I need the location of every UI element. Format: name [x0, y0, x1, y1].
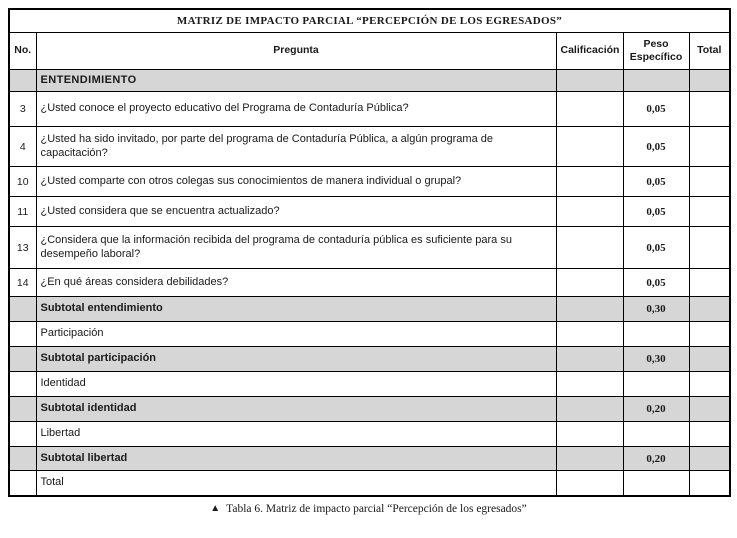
cell-no — [9, 447, 36, 471]
cell-calificacion — [556, 227, 623, 269]
cell-no — [9, 372, 36, 397]
cell-pregunta: Total — [36, 471, 556, 496]
caption-text: Tabla 6. Matriz de impacto parcial “Percepción de los egresados” — [226, 503, 527, 515]
cell-no: 4 — [9, 127, 36, 167]
cell-peso: 0,05 — [623, 227, 689, 269]
question-row-11 — [9, 197, 730, 227]
cell-pregunta: Libertad — [36, 422, 556, 447]
cell-calificacion — [556, 422, 623, 447]
cell-calificacion — [556, 70, 623, 92]
cell-total — [689, 127, 730, 167]
triangle-icon: ▲ — [210, 503, 221, 514]
row-libertad — [9, 422, 730, 447]
question-row-4 — [9, 127, 730, 167]
cell-total — [689, 197, 730, 227]
cell-total — [689, 269, 730, 297]
cell-no — [9, 297, 36, 322]
cell-no — [9, 471, 36, 496]
cell-pregunta: ¿Usted ha sido invitado, por parte del programa de Contaduría Pública, a algún programa de capacitación? — [36, 127, 556, 167]
cell-total — [689, 297, 730, 322]
cell-calificacion — [556, 197, 623, 227]
cell-no — [9, 322, 36, 347]
cell-no: 10 — [9, 167, 36, 197]
cell-total — [689, 347, 730, 372]
cell-peso — [623, 372, 689, 397]
cell-total — [689, 471, 730, 496]
cell-peso: 0,30 — [623, 347, 689, 372]
header-no: No. — [9, 33, 36, 70]
cell-no — [9, 347, 36, 372]
cell-peso — [623, 322, 689, 347]
cell-pregunta: Subtotal libertad — [36, 447, 556, 471]
cell-total — [689, 70, 730, 92]
row-total — [9, 471, 730, 496]
cell-pregunta: Identidad — [36, 372, 556, 397]
cell-peso: 0,30 — [623, 297, 689, 322]
cell-peso — [623, 471, 689, 496]
cell-total — [689, 397, 730, 422]
cell-calificacion — [556, 447, 623, 471]
cell-total — [689, 372, 730, 397]
cell-calificacion — [556, 297, 623, 322]
cell-peso: 0,05 — [623, 127, 689, 167]
cell-no: 13 — [9, 227, 36, 269]
cell-total — [689, 167, 730, 197]
cell-total — [689, 227, 730, 269]
cell-calificacion — [556, 397, 623, 422]
cell-no — [9, 422, 36, 447]
cell-peso — [623, 422, 689, 447]
subtotal-row-identidad — [9, 397, 730, 422]
cell-peso: 0,05 — [623, 269, 689, 297]
question-row-3 — [9, 92, 730, 127]
table-title-row — [9, 9, 730, 33]
cell-peso: 0,20 — [623, 397, 689, 422]
cell-pregunta: ¿Usted comparte con otros colegas sus conocimientos de manera individual o grupal? — [36, 167, 556, 197]
cell-pregunta: ¿Considera que la información recibida del programa de contaduría pública es suficiente para su desempeño laboral? — [36, 227, 556, 269]
cell-pregunta: Subtotal identidad — [36, 397, 556, 422]
question-row-13 — [9, 227, 730, 269]
cell-pregunta: ENTENDIMIENTO — [36, 70, 556, 92]
impact-matrix-table — [8, 8, 731, 497]
cell-total — [689, 322, 730, 347]
cell-calificacion — [556, 322, 623, 347]
cell-peso: 0,20 — [623, 447, 689, 471]
table-caption — [0, 503, 737, 515]
row-identidad — [9, 372, 730, 397]
section-row-entendimiento — [9, 70, 730, 92]
cell-pregunta: ¿Usted considera que se encuentra actualizado? — [36, 197, 556, 227]
cell-no: 14 — [9, 269, 36, 297]
subtotal-row-libertad — [9, 447, 730, 471]
cell-pregunta: ¿Usted conoce el proyecto educativo del Programa de Contaduría Pública? — [36, 92, 556, 127]
subtotal-row-participacion — [9, 347, 730, 372]
header-calificacion: Calificación — [556, 33, 623, 70]
cell-calificacion — [556, 269, 623, 297]
column-header-row — [9, 33, 730, 70]
cell-no: 11 — [9, 197, 36, 227]
question-row-10 — [9, 167, 730, 197]
cell-pregunta: Subtotal entendimiento — [36, 297, 556, 322]
cell-total — [689, 92, 730, 127]
cell-pregunta: Subtotal participación — [36, 347, 556, 372]
cell-peso — [623, 70, 689, 92]
cell-total — [689, 447, 730, 471]
row-participacion — [9, 322, 730, 347]
cell-peso: 0,05 — [623, 167, 689, 197]
cell-calificacion — [556, 347, 623, 372]
cell-calificacion — [556, 167, 623, 197]
cell-peso: 0,05 — [623, 197, 689, 227]
subtotal-row-entendimiento — [9, 297, 730, 322]
cell-peso: 0,05 — [623, 92, 689, 127]
question-row-14 — [9, 269, 730, 297]
cell-no — [9, 397, 36, 422]
cell-pregunta: ¿En qué áreas considera debilidades? — [36, 269, 556, 297]
cell-calificacion — [556, 471, 623, 496]
header-total: Total — [689, 33, 730, 70]
cell-calificacion — [556, 127, 623, 167]
header-pregunta: Pregunta — [36, 33, 556, 70]
cell-calificacion — [556, 92, 623, 127]
cell-no — [9, 70, 36, 92]
cell-no: 3 — [9, 92, 36, 127]
cell-calificacion — [556, 372, 623, 397]
header-peso-especifico: Peso Específico — [623, 33, 689, 70]
cell-total — [689, 422, 730, 447]
table-title: MATRIZ DE IMPACTO PARCIAL “PERCEPCIÓN DE LOS EGRESADOS” — [9, 9, 730, 33]
cell-pregunta: Participación — [36, 322, 556, 347]
